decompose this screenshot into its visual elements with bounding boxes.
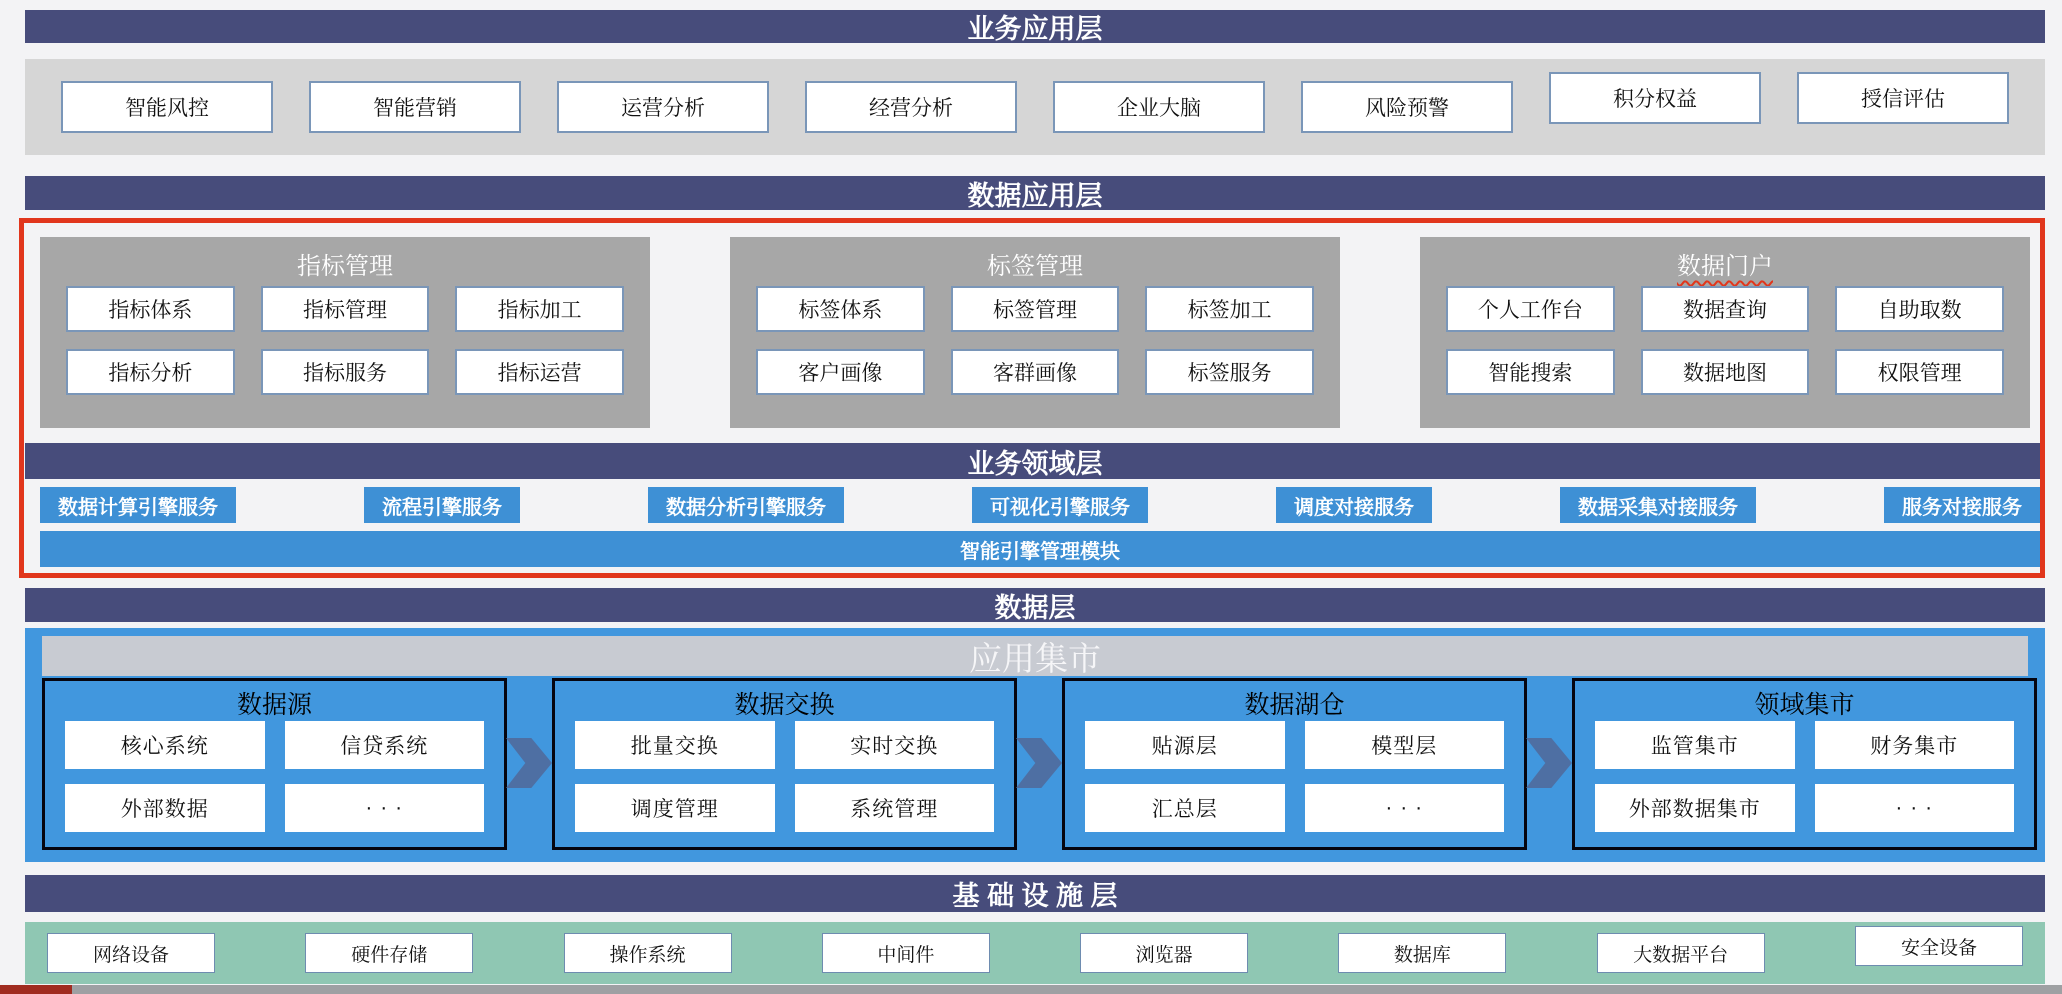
- app-box: 智能营销: [309, 81, 521, 133]
- panel-item-box: 数据查询: [1641, 286, 1810, 332]
- band-business-domain-layer: [25, 443, 2045, 479]
- app-box: 积分权益: [1549, 72, 1761, 124]
- subpanel-grid: [575, 721, 994, 832]
- subpanel-domain-mart: [1572, 678, 2037, 850]
- subpanel-item-box: 监管集市: [1595, 721, 1795, 769]
- subpanel-grid: [1085, 721, 1504, 832]
- infra-box: 中间件: [822, 933, 990, 973]
- app-box: 智能风控: [61, 81, 273, 133]
- subpanel-item-box: 模型层: [1305, 721, 1505, 769]
- band-title: 数据应用层: [967, 180, 1103, 211]
- panel-item-box: 个人工作台: [1446, 286, 1615, 332]
- panel-item-box: 指标运营: [455, 349, 624, 395]
- app-box: 风险预警: [1301, 81, 1513, 133]
- infra-box: 网络设备: [47, 933, 215, 973]
- panel-item-box: 权限管理: [1835, 349, 2004, 395]
- subpanel-item-box: 调度管理: [575, 784, 775, 832]
- panel-item-box: 指标体系: [66, 286, 235, 332]
- panel-item-box: 客户画像: [756, 349, 925, 395]
- service-box: 数据采集对接服务: [1560, 487, 1756, 523]
- panel-label-management: [730, 237, 1340, 428]
- subpanel-item-box: 实时交换: [795, 721, 995, 769]
- band-title: 数据层: [994, 592, 1076, 623]
- business-app-strip: [25, 59, 2045, 155]
- subpanel-data-lakehouse: [1062, 678, 1527, 850]
- application-market-panel: [25, 628, 2045, 862]
- service-box: 调度对接服务: [1276, 487, 1432, 523]
- engine-module-bar: 智能引擎管理模块: [40, 531, 2040, 567]
- subpanel-item-box: 外部数据: [65, 784, 265, 832]
- service-box: 服务对接服务: [1884, 487, 2040, 523]
- panel-item-box: 智能搜索: [1446, 349, 1615, 395]
- panel-item-box: 自助取数: [1835, 286, 2004, 332]
- subpanel-item-box: 财务集市: [1815, 721, 2015, 769]
- panel-title-text: 数据门户: [1677, 253, 1773, 280]
- subpanel-item-box: 汇总层: [1085, 784, 1285, 832]
- subpanel-grid: [65, 721, 484, 832]
- infra-box: 操作系统: [564, 933, 732, 973]
- panel-grid: [66, 286, 624, 395]
- panel-title: [1420, 237, 2030, 282]
- subpanel-item-box: · · ·: [1305, 784, 1505, 832]
- subpanel-item-box: 外部数据集市: [1595, 784, 1795, 832]
- service-box: 数据计算引擎服务: [40, 487, 236, 523]
- service-box: 数据分析引擎服务: [648, 487, 844, 523]
- flow-arrow-right-icon: [1526, 738, 1572, 788]
- panel-item-box: 标签服务: [1145, 349, 1314, 395]
- flow-arrow-right-icon: [506, 738, 552, 788]
- band-business-application-layer: [25, 10, 2045, 43]
- subpanel-title: 数据源: [236, 692, 312, 719]
- subpanel-item-box: · · ·: [285, 784, 485, 832]
- bottom-accent-gray-bar: [72, 985, 2062, 994]
- infra-box: 安全设备: [1855, 926, 2023, 966]
- panel-title: 标签管理: [987, 253, 1083, 280]
- subpanel-grid: [1595, 721, 2014, 832]
- subpanel-title: 数据交换: [734, 692, 835, 719]
- infra-box: 硬件存储: [305, 933, 473, 973]
- engine-services-row: [40, 487, 2040, 523]
- panel-item-box: 标签管理: [951, 286, 1120, 332]
- subpanel-item-box: 批量交换: [575, 721, 775, 769]
- service-box: 流程引擎服务: [364, 487, 520, 523]
- band-title: 基 础 设 施 层: [952, 881, 1118, 911]
- subpanel-item-box: 贴源层: [1085, 721, 1285, 769]
- panel-grid: [756, 286, 1314, 395]
- app-box: 经营分析: [805, 81, 1017, 133]
- bottom-accent-red-bar: [0, 985, 72, 994]
- panel-item-box: 数据地图: [1641, 349, 1810, 395]
- panel-data-portal: [1420, 237, 2030, 428]
- service-box: 可视化引擎服务: [972, 487, 1148, 523]
- application-market-title-bar: 应用集市: [42, 636, 2028, 676]
- subpanel-data-source: [42, 678, 507, 850]
- app-box: 授信评估: [1797, 72, 2009, 124]
- subpanel-item-box: 系统管理: [795, 784, 995, 832]
- band-title: 业务应用层: [967, 14, 1103, 44]
- panel-item-box: 标签体系: [756, 286, 925, 332]
- panel-item-box: 指标分析: [66, 349, 235, 395]
- subpanel-item-box: 核心系统: [65, 721, 265, 769]
- panel-item-box: 客群画像: [951, 349, 1120, 395]
- panel-grid: [1446, 286, 2004, 395]
- subpanel-data-exchange: [552, 678, 1017, 850]
- panel-item-box: 标签加工: [1145, 286, 1314, 332]
- panel-item-box: 指标服务: [261, 349, 430, 395]
- panel-item-box: 指标管理: [261, 286, 430, 332]
- band-data-layer: [25, 588, 2045, 622]
- subpanel-item-box: 信贷系统: [285, 721, 485, 769]
- band-data-application-layer: [25, 176, 2045, 210]
- panel-item-box: 指标加工: [455, 286, 624, 332]
- infrastructure-strip: [25, 922, 2045, 984]
- infra-box: 浏览器: [1080, 933, 1248, 973]
- subpanel-item-box: · · ·: [1815, 784, 2015, 832]
- app-box: 运营分析: [557, 81, 769, 133]
- infra-box: 大数据平台: [1597, 933, 1765, 973]
- subpanel-title: 数据湖仓: [1244, 692, 1345, 719]
- band-title: 业务领域层: [967, 448, 1103, 479]
- panel-metric-management: [40, 237, 650, 428]
- panel-title: 指标管理: [297, 253, 393, 280]
- subpanel-title: 领域集市: [1754, 692, 1855, 719]
- flow-arrow-right-icon: [1016, 738, 1062, 788]
- app-box: 企业大脑: [1053, 81, 1265, 133]
- infra-box: 数据库: [1338, 933, 1506, 973]
- band-infrastructure-layer: [25, 875, 2045, 912]
